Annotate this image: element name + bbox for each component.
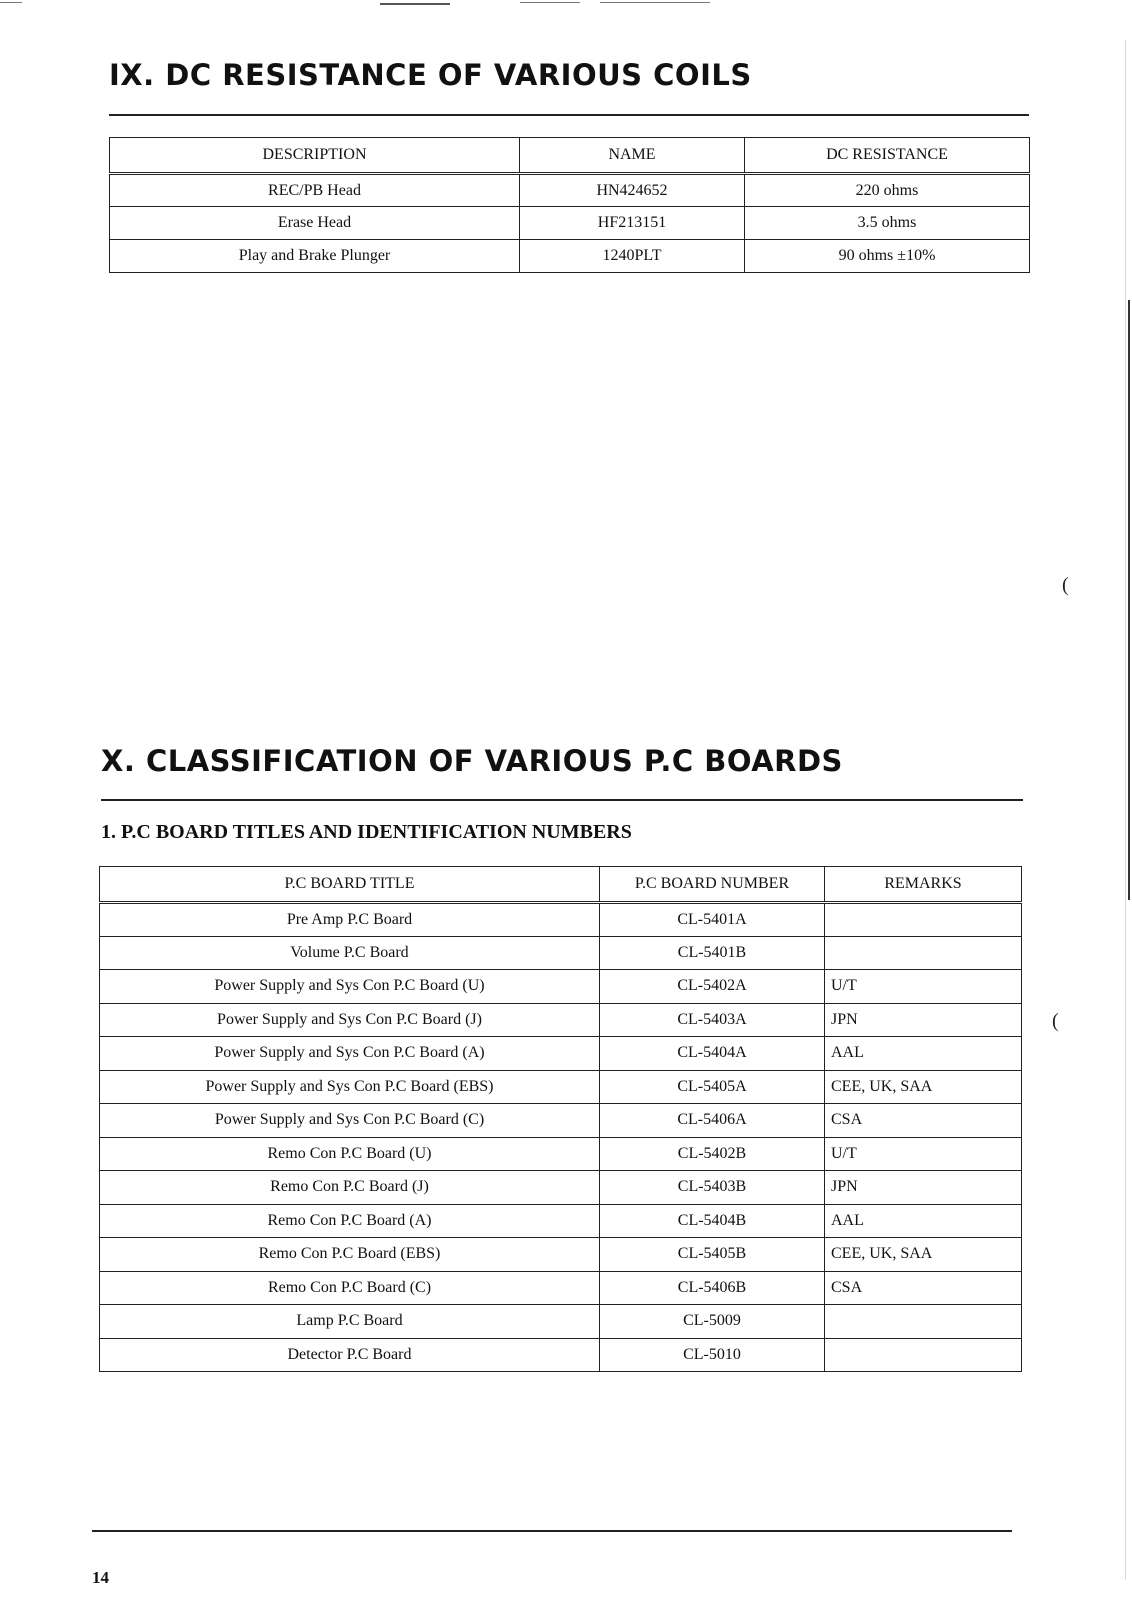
table-row <box>100 903 1022 937</box>
pc-board-table <box>99 866 1022 1372</box>
cell-dc-resistance: 3.5 ohms <box>745 207 1030 240</box>
cell-remarks: CEE, UK, SAA <box>825 1238 1022 1272</box>
cell-remarks: AAL <box>825 1037 1022 1071</box>
column-header-pc-board-number: P.C BOARD NUMBER <box>600 867 825 903</box>
cell-dc-resistance: 90 ohms ±10% <box>745 240 1030 273</box>
cell-title: Power Supply and Sys Con P.C Board (U) <box>100 970 600 1004</box>
cell-number: CL-5401B <box>600 936 825 970</box>
dc-resistance-table <box>109 137 1030 273</box>
cell-number: CL-5404A <box>600 1037 825 1071</box>
cell-title: Lamp P.C Board <box>100 1305 600 1339</box>
cell-number: CL-5401A <box>600 903 825 937</box>
cell-remarks <box>825 1305 1022 1339</box>
table-row <box>100 1238 1022 1272</box>
cell-number: CL-5404B <box>600 1204 825 1238</box>
cell-remarks: U/T <box>825 970 1022 1004</box>
cell-remarks: CSA <box>825 1271 1022 1305</box>
column-header-dc-resistance: DC RESISTANCE <box>745 138 1030 174</box>
cell-remarks: JPN <box>825 1171 1022 1205</box>
table-row <box>100 1171 1022 1205</box>
page-number: 14 <box>92 1568 109 1587</box>
cell-title: Power Supply and Sys Con P.C Board (A) <box>100 1037 600 1071</box>
table-row <box>110 174 1030 207</box>
cell-remarks <box>825 936 1022 970</box>
cell-name: HN424652 <box>520 174 745 207</box>
table-row <box>100 970 1022 1004</box>
footer-rule <box>92 1530 1012 1532</box>
table-row <box>110 207 1030 240</box>
cell-description: REC/PB Head <box>110 174 520 207</box>
cell-number: CL-5403B <box>600 1171 825 1205</box>
cell-number: CL-5405B <box>600 1238 825 1272</box>
table-row <box>100 1271 1022 1305</box>
section-rule <box>101 799 1023 801</box>
cell-number: CL-5406A <box>600 1104 825 1138</box>
cell-remarks <box>825 903 1022 937</box>
table-row <box>100 1204 1022 1238</box>
cell-dc-resistance: 220 ohms <box>745 174 1030 207</box>
table-row <box>100 1305 1022 1339</box>
cell-remarks: CSA <box>825 1104 1022 1138</box>
section-rule <box>109 114 1029 116</box>
cell-remarks: AAL <box>825 1204 1022 1238</box>
cell-title: Remo Con P.C Board (U) <box>100 1137 600 1171</box>
column-header-remarks: REMARKS <box>825 867 1022 903</box>
cell-title: Remo Con P.C Board (EBS) <box>100 1238 600 1272</box>
table-row <box>100 1003 1022 1037</box>
scan-artifact-top <box>0 0 1132 10</box>
table-row <box>100 1070 1022 1104</box>
column-header-description: DESCRIPTION <box>110 138 520 174</box>
cell-number: CL-5009 <box>600 1305 825 1339</box>
cell-number: CL-5405A <box>600 1070 825 1104</box>
table-row <box>100 1137 1022 1171</box>
cell-title: Detector P.C Board <box>100 1338 600 1372</box>
table-row <box>100 1338 1022 1372</box>
cell-title: Remo Con P.C Board (J) <box>100 1171 600 1205</box>
cell-description: Play and Brake Plunger <box>110 240 520 273</box>
cell-title: Remo Con P.C Board (A) <box>100 1204 600 1238</box>
section-title-dc-resistance: IX. DC RESISTANCE OF VARIOUS COILS <box>109 58 752 92</box>
cell-number: CL-5403A <box>600 1003 825 1037</box>
scan-mark: ( <box>1062 574 1069 596</box>
cell-title: Volume P.C Board <box>100 936 600 970</box>
cell-number: CL-5402B <box>600 1137 825 1171</box>
cell-remarks <box>825 1338 1022 1372</box>
cell-number: CL-5406B <box>600 1271 825 1305</box>
table-header-row <box>110 138 1030 174</box>
cell-number: CL-5402A <box>600 970 825 1004</box>
section-title-pc-boards: X. CLASSIFICATION OF VARIOUS P.C BOARDS <box>101 744 843 778</box>
cell-number: CL-5010 <box>600 1338 825 1372</box>
cell-name: 1240PLT <box>520 240 745 273</box>
subsection-title: 1. P.C BOARD TITLES AND IDENTIFICATION NUMBERS <box>101 821 632 843</box>
table-row <box>100 1037 1022 1071</box>
cell-remarks: JPN <box>825 1003 1022 1037</box>
table-row <box>100 1104 1022 1138</box>
table-row <box>100 936 1022 970</box>
cell-title: Power Supply and Sys Con P.C Board (EBS) <box>100 1070 600 1104</box>
column-header-pc-board-title: P.C BOARD TITLE <box>100 867 600 903</box>
scan-mark: ( <box>1052 1010 1059 1032</box>
cell-remarks: CEE, UK, SAA <box>825 1070 1022 1104</box>
table-header-row <box>100 867 1022 903</box>
table-row <box>110 240 1030 273</box>
scan-edge <box>1125 40 1126 1580</box>
cell-title: Power Supply and Sys Con P.C Board (J) <box>100 1003 600 1037</box>
cell-remarks: U/T <box>825 1137 1022 1171</box>
cell-name: HF213151 <box>520 207 745 240</box>
cell-description: Erase Head <box>110 207 520 240</box>
cell-title: Power Supply and Sys Con P.C Board (C) <box>100 1104 600 1138</box>
column-header-name: NAME <box>520 138 745 174</box>
cell-title: Remo Con P.C Board (C) <box>100 1271 600 1305</box>
cell-title: Pre Amp P.C Board <box>100 903 600 937</box>
scan-edge-dark <box>1128 300 1130 900</box>
